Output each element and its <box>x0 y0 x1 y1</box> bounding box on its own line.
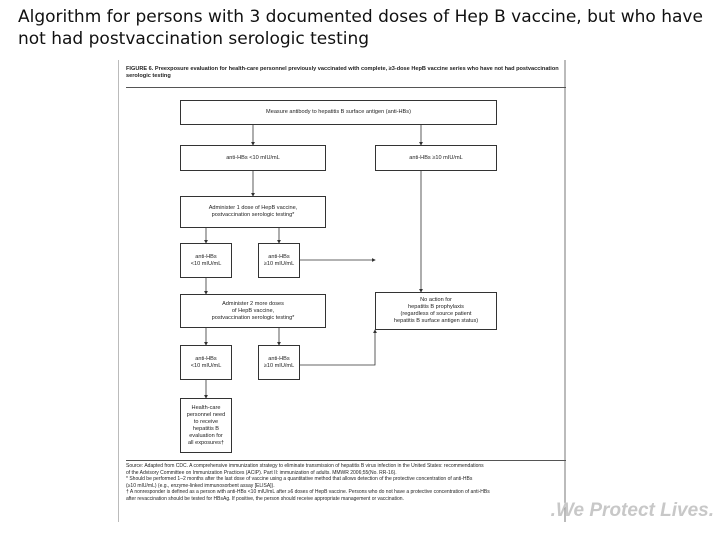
node-administer-2-doses: Administer 2 more doses of HepB vaccine, postvaccination serologic testing* <box>180 294 326 328</box>
arrow-high3-to-noaction <box>300 330 375 365</box>
node-high-antibody-1: anti-HBs ≥10 mIU/mL <box>375 145 497 171</box>
node-high-antibody-2: anti-HBs ≥10 mIU/mL <box>258 243 300 278</box>
footnote-rule <box>126 460 566 461</box>
node-low-antibody-3: anti-HBs <10 mIU/mL <box>180 345 232 380</box>
footnote-line: after revaccination should be tested for HBsAg. If positive, the person should receive appropriate management or vaccination. <box>126 495 404 502</box>
footnote-line: * Should be performed 1–2 months after the last dose of vaccine using a quantitative method that allows detection of the protective concentration of anti-HBs <box>126 476 473 482</box>
node-low-antibody-1: anti-HBs <10 mIU/mL <box>180 145 326 171</box>
node-high-antibody-3: anti-HBs ≥10 mIU/mL <box>258 345 300 380</box>
node-administer-1-dose: Administer 1 dose of HepB vaccine, postvaccination serologic testing* <box>180 196 326 228</box>
slide-title: Algorithm for persons with 3 documented doses of Hep B vaccine, but who have not had postvaccination serologic testing <box>18 7 703 49</box>
node-nonresponder-evaluation: Health-care personnel need to receive hepatitis B evaluation for all exposures† <box>180 398 232 453</box>
node-low-antibody-2: anti-HBs <10 mIU/mL <box>180 243 232 278</box>
node-measure-antibody: Measure antibody to hepatitis B surface antigen (anti-HBs) <box>180 100 497 125</box>
node-no-action: No action for hepatitis B prophylaxis (regardless of source patient hepatitis B surface antigen status) <box>375 292 497 330</box>
organization-tagline: .We Protect Lives. <box>550 500 714 521</box>
figure-caption: FIGURE 6. Preexposure evaluation for health-care personnel previously vaccinated with complete, ≥3-dose HepB vaccine series who have not had postvaccination serologic testing <box>126 66 559 79</box>
footnote-line: (≥10 mIU/mL) (e.g., enzyme-linked immunosorbent assay [ELISA]). <box>126 482 275 489</box>
footnote-line: of the Advisory Committee on Immunization Practices (ACIP). Part II: immunization of adults. MMWR 2006;55(No. RR-16). <box>126 469 397 476</box>
figure-footnotes <box>126 463 566 502</box>
footnote-line: Source: Adapted from CDC. A comprehensive immunization strategy to eliminate transmission of hepatitis B virus infection in the United States: recommendations <box>126 463 484 469</box>
footnote-line: † A nonresponder is defined as a person with anti-HBs <10 mIU/mL after ≥6 doses of HepB vaccine. Persons who do not have a protective concentration of anti-HBs <box>126 489 490 495</box>
